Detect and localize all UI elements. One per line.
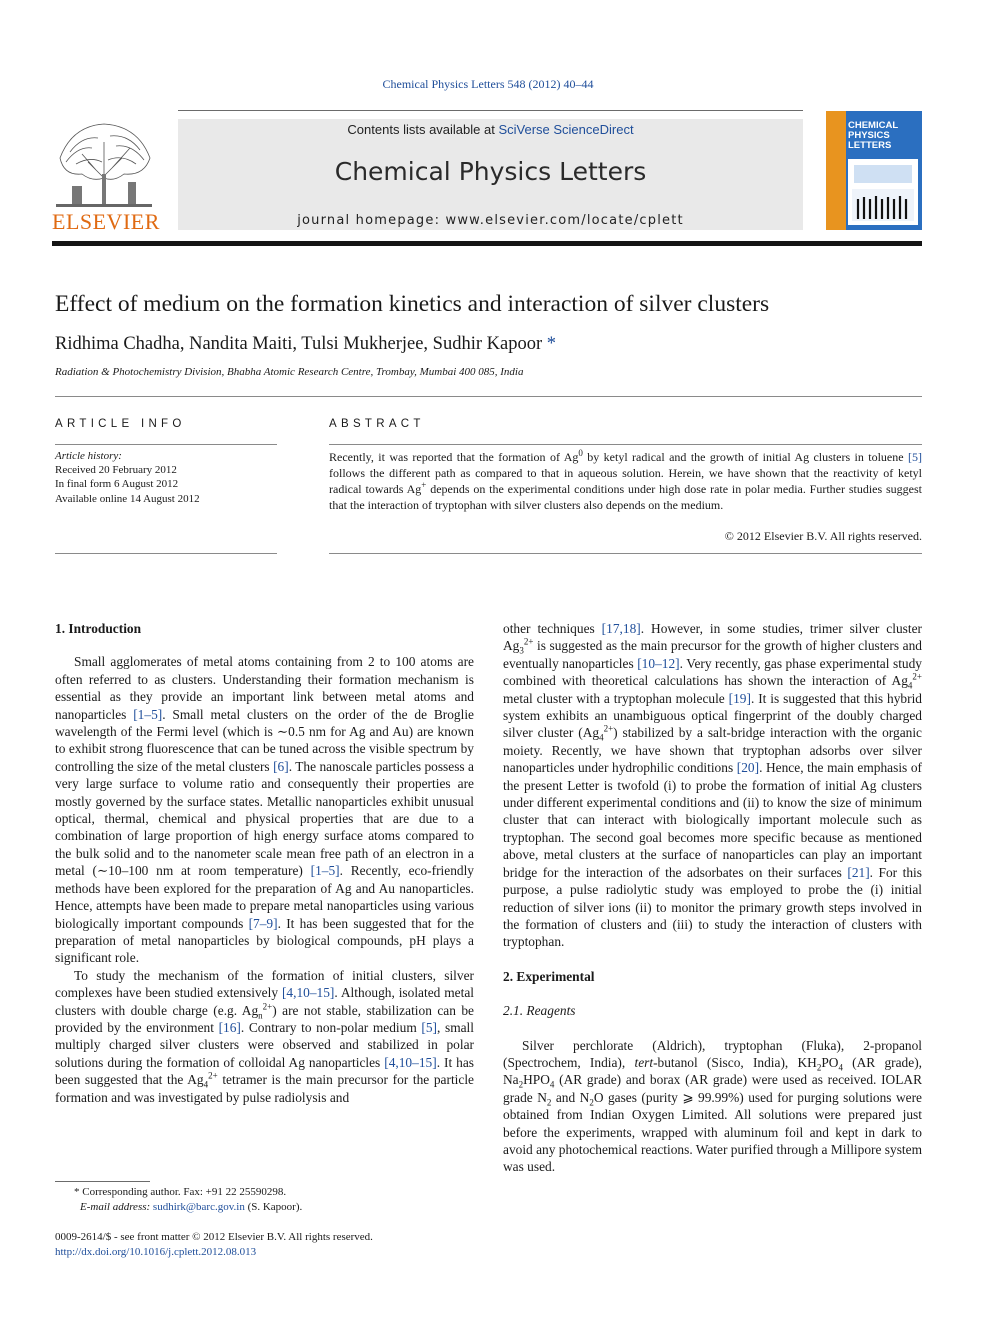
ref-link[interactable]: [6] xyxy=(273,758,289,774)
received-date: Received 20 February 2012 xyxy=(55,464,177,477)
history-label: Article history: xyxy=(55,450,122,462)
contents-line: Contents lists available at SciVerse ScienceDirect xyxy=(347,122,634,137)
intro-heading: 1. Introduction xyxy=(55,621,142,636)
abstract-rule-bottom xyxy=(329,553,922,554)
header-rule xyxy=(178,110,803,111)
ref-link[interactable]: [17,18] xyxy=(601,621,641,636)
ref-link[interactable]: [1–5] xyxy=(310,863,340,879)
cover-title: CHEMICAL PHYSICS LETTERS xyxy=(848,120,899,151)
cover-graphic xyxy=(848,159,918,225)
ref-link[interactable]: [10–12] xyxy=(637,655,680,671)
cover-strip xyxy=(826,111,846,230)
journal-homepage[interactable]: journal homepage: www.elsevier.com/locate/cplett xyxy=(297,213,684,228)
ref-link[interactable]: [20] xyxy=(736,760,760,776)
intro-paragraph-1: Small agglomerates of metal atoms containing from 2 to 100 atoms are often referred to as clusters. Understanding their formation mechanism is essential as they provide an important link between metal atoms and nanoparticles [1–5]. Small metal clusters on the order of the de Broglie wavelength of the Fermi level (which is ∼0.5 nm for Ag and Au) are known to exhibit strong fluorescence that can be tuned across the visible spectrum by controlling the size of the metal clusters [6]. The nanoscale particles possess a very large surface to volume ratio and consequently their properties are mostly governed by the surface states. Metallic nanoparticles exhibit unusual optical, thermal, chemical and physical properties that are due to a combination of large proportion of high energy surface atoms compared to the bulk solid and to the nanometer scale mean free path of an electron in a metal (∼10–100 nm at room temperature) [1–5]. Recently, eco-friendly methods have been explored for the preparation of Ag and Au nanoparticles. Hence, attempts have been made to prepare metal nanoparticles using various biologically important compounds [7–9]. It has been suggested that for the preparation of metal nanoparticles by biological compounds, pH plays a significant role. xyxy=(55,654,475,966)
issn-line: 0009-2614/$ - see front matter © 2012 Elsevier B.V. All rights reserved. xyxy=(55,1231,373,1243)
article-info-heading: ARTICLE INFO xyxy=(55,418,186,430)
reagents-paragraph: Silver perchlorate (Aldrich), tryptophan (Fluka), 2-propanol (Spectrochem, India), tert-butanol (Sisco, India), $KH_2PO_4$ (AR grade), $Na_2HPO_4$ (AR grade) and borax (AR grade) were used as received. IOLAR grade $N_2$ and $N_2O$ gases (purity ⩾ 99.99%) used for purging solutions were obtained from Indian Oxygen Limited. All solutions were prepared just before the experiments, wrapped with aluminum foil and kept in dark to avoid any photochemical reactions. Water purified through a Millipore system was used. xyxy=(503,1037,923,1175)
email-note: E-mail address: sudhirk@barc.gov.in (S. Kapoor). xyxy=(80,1201,303,1213)
ref-link[interactable]: [19] xyxy=(728,690,751,706)
author-list: Ridhima Chadha, Nandita Maiti, Tulsi Mukherjee, Sudhir Kapoor * xyxy=(55,334,556,354)
affiliation-rule xyxy=(55,396,922,397)
journal-banner xyxy=(178,119,803,230)
body-column-right xyxy=(503,620,922,1176)
final-form-date: In final form 6 August 2012 xyxy=(55,478,179,491)
journal-cover-thumbnail xyxy=(826,111,922,230)
article-title: Effect of medium on the formation kinetics and interaction of silver clusters xyxy=(55,291,770,317)
ref-link[interactable]: [4,10–15] xyxy=(384,1054,437,1070)
footnote xyxy=(55,1185,302,1215)
corresponding-note: * Corresponding author. Fax: +91 22 25590298. xyxy=(74,1186,287,1198)
ref-link[interactable]: [4,10–15] xyxy=(281,985,335,1001)
abstract-heading: ABSTRACT xyxy=(329,418,425,430)
article-info-rule-top xyxy=(55,444,277,445)
ref-link[interactable]: [21] xyxy=(847,864,870,880)
front-matter xyxy=(55,1230,373,1259)
author-email-link[interactable]: sudhirk@barc.gov.in xyxy=(152,1201,245,1213)
intro-paragraph-2: To study the mechanism of the formation of initial clusters, silver complexes have been studied extensively [4,10–15]. Although, isolated metal clusters with double charge (e.g. $Ag_n^{2+}$) are not stable, stabilization can be provided by the environment [16]. Contrary to non-polar medium [5], small multiply charged silver clusters were observed and stabilized in polar solutions during the formation of colloidal Ag nanoparticles [4,10–15]. It has been suggested that the $Ag_4^{2+}$ tetramer is the main precursor for the particle formation and was investigated by pulse radiolysis and xyxy=(55,967,474,1105)
online-date: Available online 14 August 2012 xyxy=(55,492,200,505)
article-history xyxy=(55,449,200,506)
ref-link[interactable]: [5] xyxy=(908,450,922,464)
abstract-copyright: © 2012 Elsevier B.V. All rights reserved. xyxy=(724,529,922,543)
ref-link[interactable]: [7–9] xyxy=(248,915,278,931)
abstract-text: Recently, it was reported that the formation of Ag$^0$ by ketyl radical and the growth of initial Ag clusters in toluene [5] follows the different path as compared to that in aqueous solution. Herein, we have shown that the reactivity of ketyl radical towards Ag+ depends on the experimental conditions under high dose rate in polar media. Further studies suggest that the interaction of tryptophan with silver clusters also depends on the medium. xyxy=(329,448,922,512)
journal-citation[interactable]: Chemical Physics Letters 548 (2012) 40–44 xyxy=(382,77,594,91)
abstract-rule-top xyxy=(329,444,922,445)
ref-link[interactable]: [16] xyxy=(218,1019,241,1035)
corresponding-author-link[interactable]: * xyxy=(546,334,556,354)
elsevier-wordmark: ELSEVIER xyxy=(52,209,160,234)
experimental-heading: 2. Experimental xyxy=(503,968,595,984)
footnote-rule xyxy=(55,1181,150,1182)
sciencedirect-link[interactable]: SciVerse ScienceDirect xyxy=(498,122,634,137)
body-column-left xyxy=(55,620,474,1106)
header-thick-rule xyxy=(52,241,922,246)
doi-link[interactable]: http://dx.doi.org/10.1016/j.cplett.2012.08.013 xyxy=(55,1245,257,1258)
journal-name: Chemical Physics Letters xyxy=(334,157,647,186)
article-info-rule-bottom xyxy=(55,553,277,554)
reagents-heading: 2.1. Reagents xyxy=(503,1003,576,1019)
ref-link[interactable]: [5] xyxy=(421,1019,437,1035)
intro-paragraph-2-cont: other techniques [17,18]. However, in some studies, trimer silver cluster $Ag_3^{2+}$ is suggested as the main precursor for the growth of higher clusters and eventually nanoparticles [10–12]. Very recently, gas phase experimental study combined with theoretical calculations has shown the interaction of $Ag_4^{2+}$ metal cluster with a tryptophan molecule [19]. It is suggested that this hybrid system exhibits an unambiguous optical fingerprint of the doubly charged silver cluster $(Ag_4^{2+})$ stabilized by a salt-bridge interaction with the organic moiety. Recently, we have shown that tryptophan adsorbs over silver nanoparticles under hydrophilic conditions [20]. Hence, the main emphasis of the present Letter is twofold (i) to probe the formation of initial Ag clusters under different experimental conditions and (ii) to know the size of minimum cluster that can interact with biologically important molecule such as tryptophan. The second goal becomes more specific because as mentioned above, metal clusters at the surface of nanoparticles can play an important bridge for the interaction of the adsorbates on their surfaces [21]. For this purpose, a pulse radiolytic study was employed to probe the (i) initial reduction of silver ions (ii) to monitor the primary growth steps involved in the formation of clusters and (iii) to study the interaction of clusters with tryptophan. xyxy=(503,621,923,950)
ref-link[interactable]: [1–5] xyxy=(133,706,163,722)
affiliation: Radiation & Photochemistry Division, Bhabha Atomic Research Centre, Trombay, Mumbai 400 085, India xyxy=(55,366,524,378)
